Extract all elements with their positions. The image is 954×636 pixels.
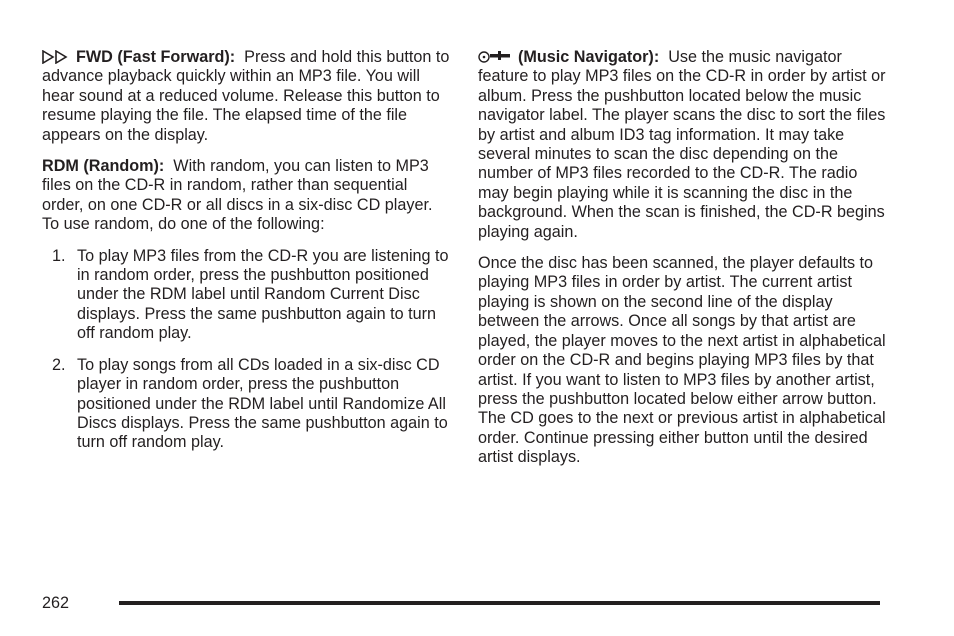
fwd-text: Press and hold this button to advance playback quickly within an MP3 file. You will hear sound at a reduced volume. Release this button to resume playing the file. The elapsed time of the file appears on the display. [42, 48, 450, 144]
music-navigator-term: (Music Navigator): [518, 48, 660, 66]
page-number: 262 [42, 594, 70, 612]
list-item-number: 1. [52, 246, 66, 265]
artist-order-paragraph: Once the disc has been scanned, the player defaults to playing MP3 files in order by artist. The current artist playing is shown on the second line of the display between the arrows. Once all songs by that artist are played, the player moves to the next artist in alphabetical order on the CD-R and begins playing MP3 files by that artist. If you want to listen to MP3 files by another artist, press the pushbutton located below either arrow button. The CD goes to the next or previous artist in alphabetical order. Continue pressing either button until the desired artist displays. [478, 254, 886, 467]
list-item-number: 2. [52, 355, 66, 374]
list-item [42, 356, 450, 453]
fwd-term: FWD (Fast Forward): [76, 48, 236, 66]
music-navigator-icon [478, 50, 512, 64]
rdm-term: RDM (Random): [42, 157, 165, 176]
music-navigator-paragraph [478, 48, 888, 242]
rdm-paragraph [42, 157, 450, 235]
left-column [42, 48, 450, 465]
list-item [42, 247, 450, 344]
right-column [478, 48, 888, 480]
footer-rule [119, 601, 880, 605]
list-item-text: To play MP3 files from the CD-R you are listening to in random order, press the pushbutton positioned under the RDM label until Random Current Disc displays. Press the same pushbutton again to turn off random play. [77, 246, 449, 343]
fast-forward-icon [42, 50, 68, 64]
fwd-paragraph [42, 48, 450, 145]
music-navigator-text: Use the music navigator feature to play MP3 files on the CD-R in order by artist or album. Press the pushbutton located below the music navigator label. The player scans the disc to sort the files by artist and album ID3 tag information. It may take several minutes to scan the disc depending on the number of MP3 files recorded to the CD-R. The radio may begin playing while it is scanning the disc in the background. When the scan is finished, the CD-R begins playing again. [478, 48, 886, 241]
random-steps-list [42, 247, 450, 453]
list-item-text: To play songs from all CDs loaded in a six-disc CD player in random order, press the pushbutton positioned under the RDM label until Randomize All Discs displays. Press the same pushbutton again to turn off random play. [77, 355, 448, 452]
rdm-text: With random, you can listen to MP3 files on the CD-R in random, rather than sequential order, on one CD-R or all discs in a six-disc CD player. To use random, do one of the following: [42, 157, 433, 234]
